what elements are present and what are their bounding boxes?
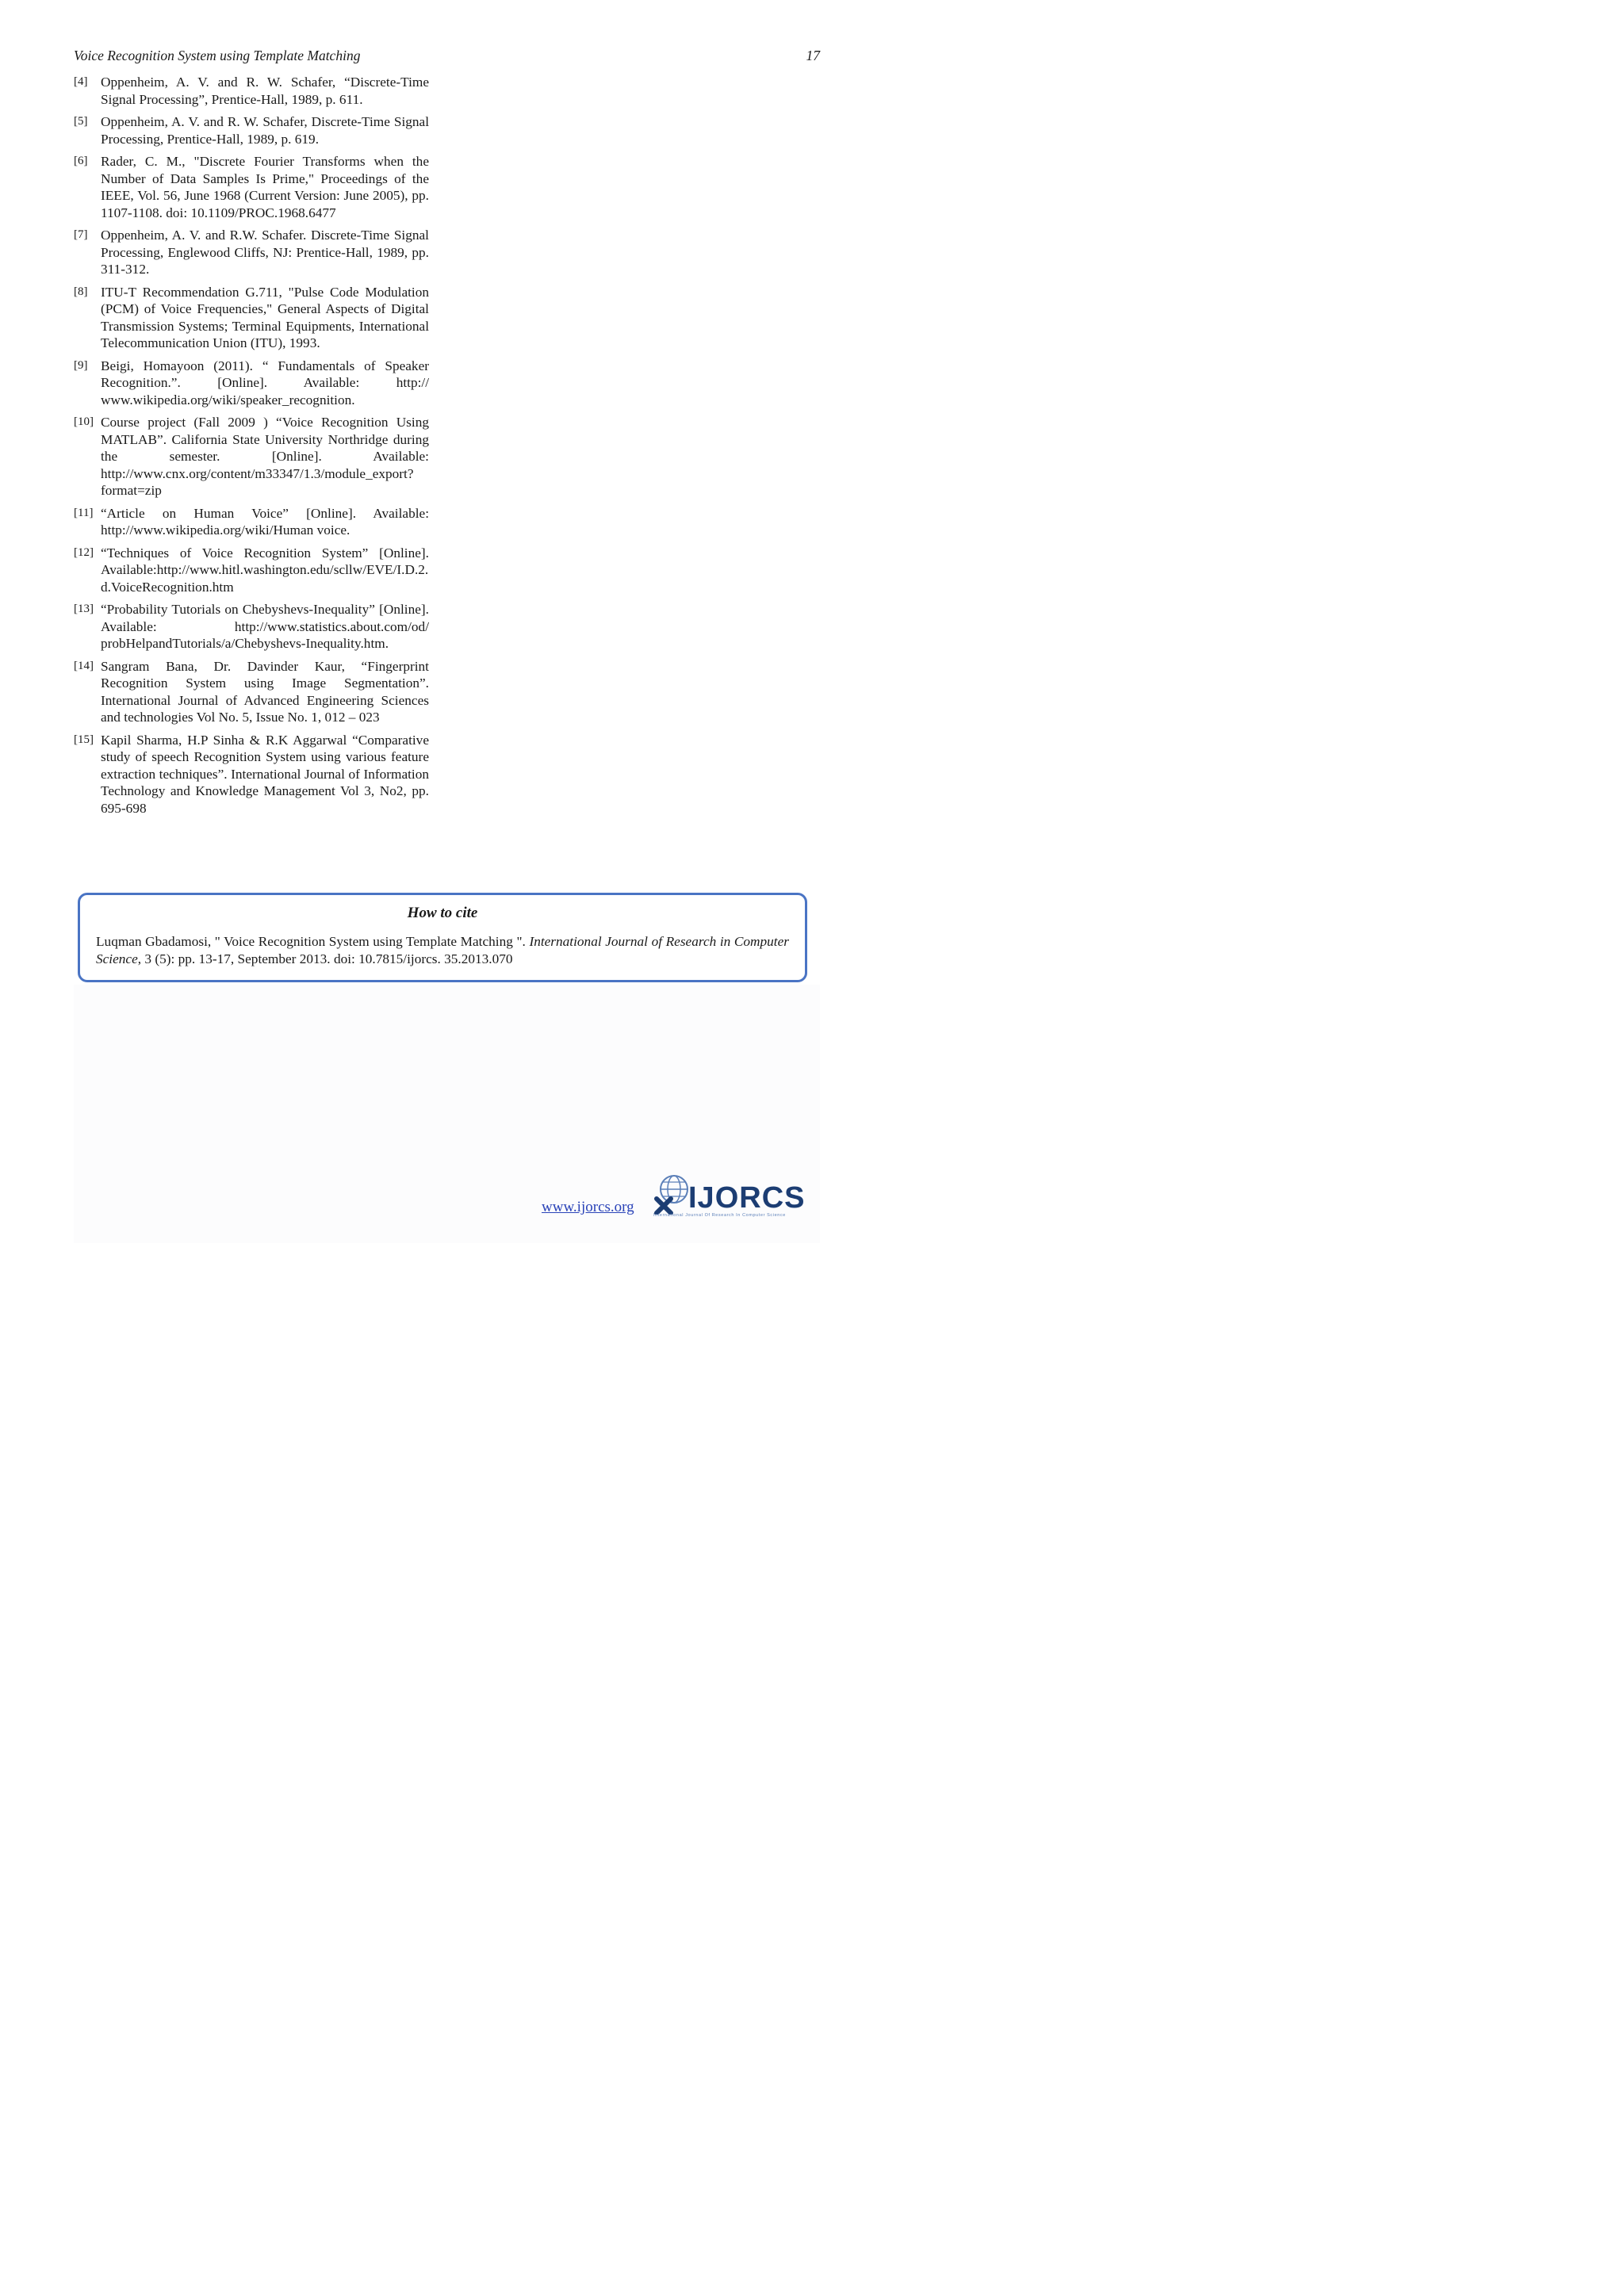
reference-text: Sangram Bana, Dr. Davinder Kaur, “Fingerprint Recognition System using Image Segmentation”. International Journal of Advanced Engineering Sciences and technologies Vol No. 5, Issue No. 1, 012 – 023 [101,658,429,725]
reference-item [74,284,429,352]
running-header-title: Voice Recognition System using Template Matching [74,48,361,63]
logo-tagline: International Journal Of Research In Computer Science [653,1213,786,1218]
reference-text: Oppenheim, A. V. and R.W. Schafer. Discrete-Time Signal Processing, Englewood Cliffs, NJ: Prentice-Hall, 1989, pp. 311-312. [101,228,429,277]
reference-number: [10] [74,415,94,428]
reference-item [74,658,429,726]
citation-text [96,933,789,967]
page-number: 17 [806,48,820,63]
reference-number: [6] [74,155,88,167]
reference-number: [4] [74,75,88,88]
reference-number: [5] [74,115,88,128]
reference-text: “Probability Tutorials on Chebyshevs-Inequality” [Online]. Available: http://www.statistics.about.com/od/ probHelpandTutorials/a/Chebyshevs-Inequality.htm. [101,602,429,651]
reference-text: “Techniques of Voice Recognition System” [Online]. Available:http://www.hitl.washington.edu/scllw/EVE/I.D.2.d.VoiceRecognition.htm [101,545,429,595]
how-to-cite-box [78,893,807,982]
reference-number: [9] [74,358,88,372]
journal-website-link[interactable]: www.ijorcs.org [542,1199,634,1215]
reference-number: [13] [74,603,94,615]
reference-item [74,74,429,108]
reference-number: [15] [74,733,94,746]
reference-text: “Article on Human Voice” [Online]. Available: http://www.wikipedia.org/wiki/Human voice. [101,505,429,538]
citation-text-start: Luqman Gbadamosi, " Voice Recognition System using Template Matching ". [96,934,530,949]
reference-number: [8] [74,285,88,298]
reference-text: Course project (Fall 2009 ) “Voice Recognition Using MATLAB”. California State University Northridge during the semester. [Online]. Available: http://www.cnx.org/content/m33347/1.3/module_export?format=zip [101,415,429,498]
reference-item [74,545,429,596]
reference-item [74,153,429,221]
ijorcs-logo [653,1172,812,1223]
reference-text: ITU-T Recommendation G.711, "Pulse Code Modulation (PCM) of Voice Frequencies," General Aspects of Digital Transmission Systems; Terminal Equipments, International Telecommunication Union (ITU), 1993. [101,284,429,350]
reference-text: Oppenheim, A. V. and R. W. Schafer, Discrete-Time Signal Processing, Prentice-Hall, 1989, p. 619. [101,114,429,147]
reference-number: [12] [74,545,94,559]
reference-item [74,505,429,539]
reference-item [74,113,429,147]
reference-text: Oppenheim, A. V. and R. W. Schafer, “Discrete-Time Signal Processing”, Prentice-Hall, 1989, p. 611. [101,75,429,107]
reference-item [74,414,429,499]
reference-item [74,227,429,278]
reference-text: Rader, C. M., "Discrete Fourier Transforms when the Number of Data Samples Is Prime," Proceedings of the IEEE, Vol. 56, June 1968 (Current Version: June 2005), pp. 1107-1108. doi: 10.1109/PROC.1968.6477 [101,154,429,220]
citation-journal: International Journal of Research in Computer Science [96,934,790,966]
reference-item [74,601,429,652]
references-list [74,74,429,822]
reference-number: [7] [74,228,88,241]
reference-number: [11] [74,506,94,519]
reference-text: Kapil Sharma, H.P Sinha & R.K Aggarwal “Comparative study of speech Recognition System using various feature extraction techniques”. International Journal of Information Technology and Knowledge Management Vol 3, No2, pp. 695-698 [101,732,429,816]
reference-item [74,358,429,409]
reference-number: [14] [74,659,94,672]
reference-text: Beigi, Homayoon (2011). “ Fundamentals of Speaker Recognition.”. [Online]. Available: http:// www.wikipedia.org/wiki/speaker_recognition. [101,358,429,408]
reference-item [74,732,429,817]
how-to-cite-title: How to cite [407,905,478,921]
logo-wordmark: IJORCS [688,1181,806,1215]
paper-page [0,0,879,1243]
citation-text-end: , 3 (5): pp. 13-17, September 2013. doi: 10.7815/ijorcs. 35.2013.070 [137,951,513,966]
